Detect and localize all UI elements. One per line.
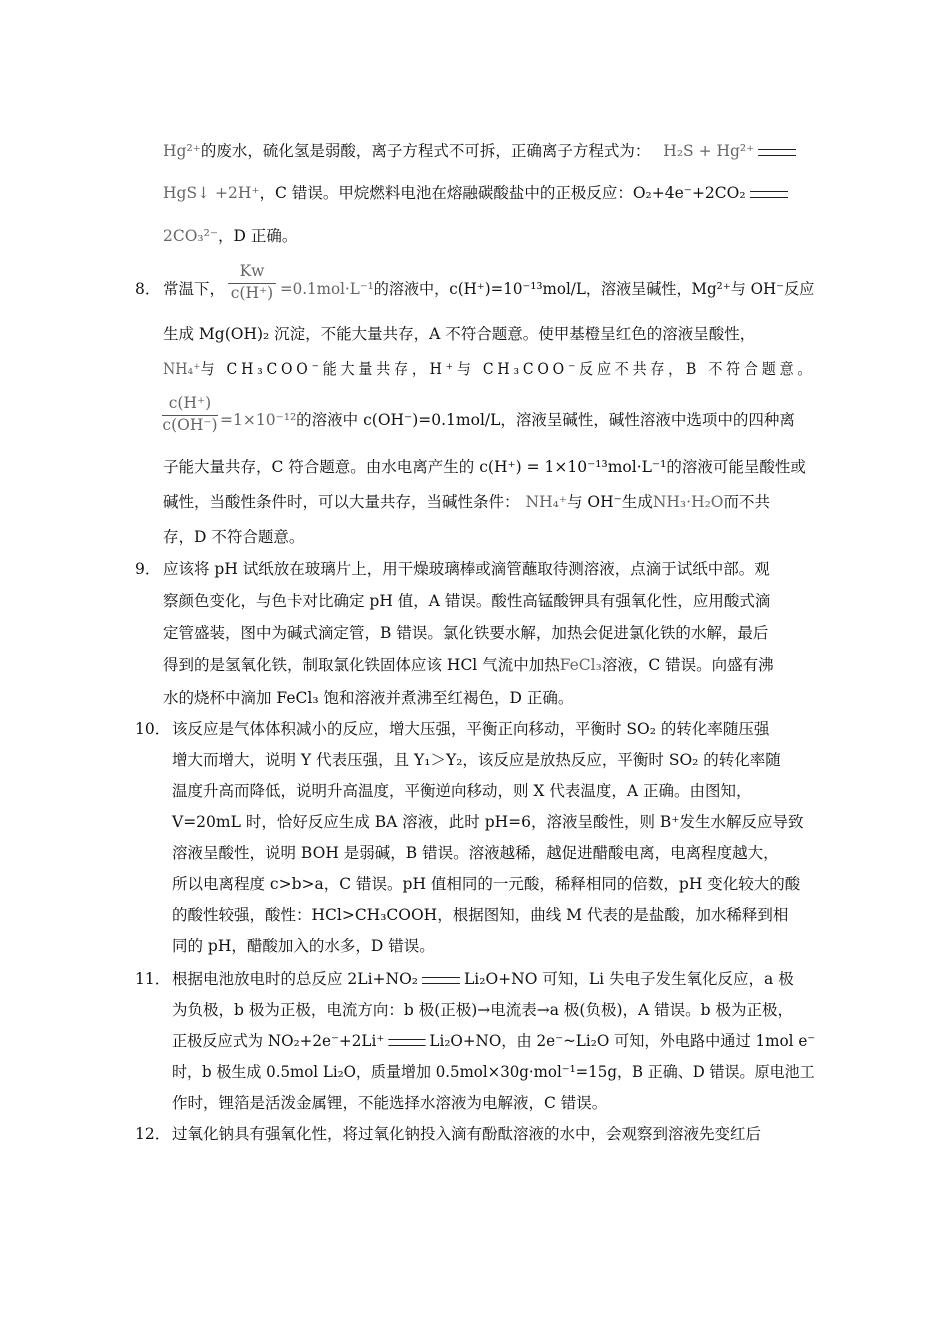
text-line: 作时，锂箔是活泼金属锂，不能选择水溶液为电解液，C 错误。 [172,1094,608,1112]
text-line: 过氧化钠具有强氧化性，将过氧化钠投入滴有酚酞溶液的水中，会观察到溶液先变红后 [172,1125,762,1143]
text-line: 同的 pH，醋酸加入的水多，D 错误。 [172,937,435,955]
text-line: 的酸性较强，酸性：HCl>CH₃COOH，根据图知，曲线 M 代表的是盐酸，加水稀释到相 [172,906,789,924]
text-line: 该反应是气体体积减小的反应，增大压强，平衡正向移动，平衡时 SO₂ 的转化率随压强 [172,720,770,738]
text-line: 应该将 pH 试纸放在玻璃片上，用干燥玻璃棒或滴管蘸取待测溶液，点滴于试纸中部。观 [163,560,770,578]
text-line: 常温下， [163,280,226,298]
text-line: 水的烧杯中滴加 FeCl₃ 饱和溶液并煮沸至红褐色，D 正确。 [163,689,574,707]
question-number: 11． [135,970,171,988]
text-line: 所以电离程度 c>b>a，C 错误。pH 值相同的一元酸，稀释相同的倍数，pH 变化较大的酸 [172,875,801,893]
formula: FeCl₃ [559,656,602,674]
formula: NH₃·H₂O [652,493,724,511]
formula: NH₄⁺ [163,360,201,378]
text-line: HgS↓ +2H⁺，C 错误。甲烷燃料电池在熔融碳酸盐中的正极反应：O₂+4e⁻+2CO₂ [163,181,792,205]
fraction-h-over-oh: c(H⁺) c(OH⁻) [162,394,218,434]
text-line: 时，b 极生成 0.5mol Li₂O，质量增加 0.5mol×30g·mol⁻¹=15g，B 正确、D 错误。原电池工 [172,1063,815,1081]
text-line: Hg²⁺的废水，硫化氢是弱酸，离子方程式不可拆，正确离子方程式为： H₂S + Hg²⁺ [163,139,800,163]
formula: HgS↓ +2H⁺ [163,184,260,202]
question-number: 9． [135,560,161,578]
text-line: 子能大量共存，C 符合题意。由水电离产生的 c(H⁺) = 1×10⁻¹³mol·L⁻¹的溶液可能呈酸性或 [163,458,806,476]
equals-sign [422,977,460,984]
text-line: 碱性，当酸性条件时，可以大量共存，当碱性条件： NH₄⁺与 OH⁻生成NH₃·H₂O而不共 [163,493,771,511]
question-number: 10． [135,720,171,738]
text-line: 根据电池放电时的总反应 2Li+NO₂ Li₂O+NO 可知，Li 失电子发生氧化反应，a 极 [172,970,794,988]
text-line: 正极反应式为 NO₂+2e⁻+2Li⁺ Li₂O+NO，由 2e⁻~Li₂O 可知，外电路中通过 1mol e⁻ [172,1032,816,1050]
equals-sign [758,149,796,156]
formula: Hg²⁺ [163,142,201,160]
text-line: =1×10⁻¹²的溶液中 c(OH⁻)=0.1mol/L，溶液呈碱性，碱性溶液中选项中的四种离 [220,411,795,429]
text-line: V=20mL 时，恰好反应生成 BA 溶液，此时 pH=6，溶液呈酸性，则 B⁺发生水解反应导致 [172,813,804,831]
formula: H₂S + Hg²⁺ [663,142,755,160]
text-line: 生成 Mg(OH)₂ 沉淀，不能大量共存，A 不符合题意。使甲基橙呈红色的溶液呈酸性， [163,325,756,343]
text-line: 2CO₃²⁻，D 正确。 [163,227,298,245]
text-line: 为负极，b 极为正极，电流方向：b 极(正极)→电流表→a 极(负极)，A 错误。b 极为正极， [172,1001,794,1019]
text-line: 定管盛装，图中为碱式滴定管，B 错误。氯化铁要水解，加热会促进氯化铁的水解，最后 [163,624,769,642]
text-line: 增大而增大，说明 Y 代表压强，且 Y₁＞Y₂，该反应是放热反应，平衡时 SO₂ 的转化率随 [172,751,781,769]
text-line: =0.1mol·L⁻¹的溶液中，c(H⁺)=10⁻¹³mol/L，溶液呈碱性，Mg²⁺与 OH⁻反应 [280,280,815,298]
formula: 2CO₃²⁻ [163,227,219,245]
text-line: 温度升高而降低，说明升高温度，平衡逆向移动，则 X 代表温度，A 正确。由图知， [172,782,752,800]
text-line: 溶液呈酸性，说明 BOH 是弱碱，B 错误。溶液越稀，越促进醋酸电离，电离程度越大， [172,844,779,862]
text-line: NH₄⁺与 CH₃COO⁻能大量共存，H⁺与 CH₃COO⁻反应不共存，B 不符合题意。 [163,360,816,378]
formula: =0.1mol·L⁻¹ [280,280,374,298]
formula: NH₄⁺ [525,493,567,511]
text-line: 得到的是氢氧化铁，制取氯化铁固体应该 HCl 气流中加热FeCl₃溶液，C 错误。向盛有沸 [163,656,774,674]
equals-sign [750,191,788,198]
fraction-kw-over-h: Kw c(H⁺) [228,262,276,306]
equals-sign [388,1039,425,1046]
formula: =1×10⁻¹² [220,411,297,429]
question-number: 12． [135,1125,171,1143]
text-line: 察颜色变化，与色卡对比确定 pH 值，A 错误。酸性高锰酸钾具有强氧化性，应用酸式滴 [163,592,771,610]
question-number: 8． [135,280,161,298]
text-line: 存，D 不符合题意。 [163,528,305,546]
